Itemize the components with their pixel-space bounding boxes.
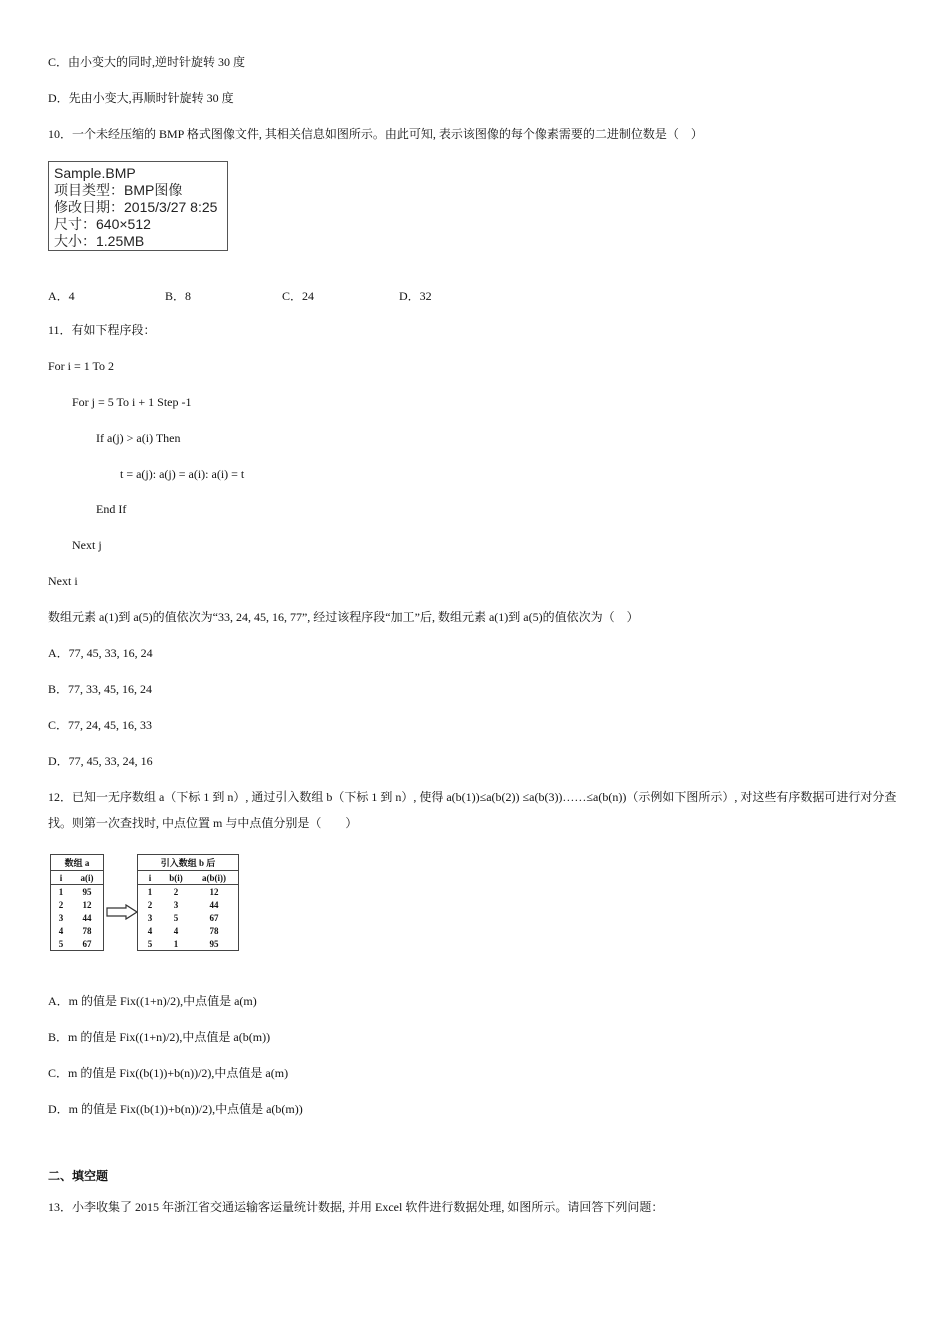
table-cell: 78 xyxy=(82,925,92,936)
table-cell: 1 xyxy=(147,886,153,897)
q12-option-d: D．m 的值是 Fix((b(1))+b(n))/2),中点值是 a(b(m)) xyxy=(48,1102,303,1116)
bmp-dimensions: 尺寸：640×512 xyxy=(54,216,151,232)
q12-stem-line-1: 12．已知一无序数组 a（下标 1 到 n）, 通过引入数组 b（下标 1 到 n）, 使得 a(b(1))≤a(b(2)) ≤a(b(3))……≤a(b(n))（示例如下图所示）, 对这些有序数据可进行对分查 xyxy=(48,790,897,804)
q11-option-b: B．77, 33, 45, 16, 24 xyxy=(48,682,153,696)
table-header: i xyxy=(51,871,72,885)
q11-option-d: D．77, 45, 33, 24, 16 xyxy=(48,754,153,768)
q12-stem-line-2: 找。则第一次查找时, 中点位置 m 与中点值分别是（ ） xyxy=(48,816,358,830)
section-heading-fill-in: 二、填空题 xyxy=(48,1169,109,1183)
code-line-6: Next j xyxy=(72,538,102,552)
array-a-caption: 数组 a xyxy=(51,855,104,871)
table-cell: 3 xyxy=(147,912,153,923)
table-row xyxy=(138,937,239,951)
bmp-date: 修改日期：2015/3/27 8:25 xyxy=(54,199,218,215)
q11-stem: 11．有如下程序段： xyxy=(48,323,156,337)
code-line-7: Next i xyxy=(48,574,78,588)
code-line-5: End If xyxy=(96,502,127,516)
table-row xyxy=(51,885,104,899)
table-row xyxy=(51,911,104,924)
table-row xyxy=(138,898,239,911)
table-cell: 2 xyxy=(147,899,153,910)
table-row xyxy=(51,924,104,937)
q13-stem: 13．小李收集了 2015 年浙江省交通运输客运量统计数据, 并用 Excel 软件进行数据处理, 如图所示。请回答下列问题： xyxy=(48,1200,664,1214)
q9-option-c: C．由小变大的同时,逆时针旋转 30 度 xyxy=(48,55,246,69)
right-arrow-icon xyxy=(106,904,138,920)
code-line-1: For i = 1 To 2 xyxy=(48,359,115,373)
q10-option-a: A．4 xyxy=(48,289,75,303)
bmp-filename: Sample.BMP xyxy=(54,165,136,181)
q12-option-a: A．m 的值是 Fix((1+n)/2),中点值是 a(m) xyxy=(48,994,257,1008)
table-cell: 95 xyxy=(82,886,92,897)
code-line-4: t = a(j): a(j) = a(i): a(i) = t xyxy=(120,467,245,481)
table-cell: 1 xyxy=(173,938,179,949)
table-row xyxy=(138,924,239,937)
table-cell: 95 xyxy=(209,938,219,949)
q11-option-a: A．77, 45, 33, 16, 24 xyxy=(48,646,153,660)
table-cell: 3 xyxy=(58,912,64,923)
table-cell: 5 xyxy=(147,938,153,949)
q12-option-b: B．m 的值是 Fix((1+n)/2),中点值是 a(b(m)) xyxy=(48,1030,271,1044)
table-row xyxy=(51,898,104,911)
code-line-3: If a(j) > a(i) Then xyxy=(96,431,181,445)
table-cell: 4 xyxy=(147,925,153,936)
table-cell: 44 xyxy=(82,912,92,923)
table-cell: 2 xyxy=(58,899,64,910)
table-row xyxy=(138,885,239,899)
table-cell: 4 xyxy=(173,925,179,936)
table-header: a(b(i)) xyxy=(190,871,239,885)
q11-option-c: C．77, 24, 45, 16, 33 xyxy=(48,718,153,732)
array-a-table xyxy=(50,854,104,951)
table-row xyxy=(51,937,104,951)
table-cell: 12 xyxy=(209,886,219,897)
q10-option-c: C．24 xyxy=(282,289,315,303)
table-cell: 2 xyxy=(173,886,179,897)
array-b-table xyxy=(137,854,239,951)
table-row xyxy=(138,911,239,924)
table-cell: 67 xyxy=(209,912,219,923)
table-cell: 5 xyxy=(58,938,64,949)
bmp-filesize: 大小：1.25MB xyxy=(54,233,145,249)
table-cell: 44 xyxy=(209,899,219,910)
table-cell: 5 xyxy=(173,912,179,923)
bmp-type: 项目类型：BMP图像 xyxy=(54,182,183,198)
q9-option-d: D．先由小变大,再顺时针旋转 30 度 xyxy=(48,91,234,105)
table-header: a(i) xyxy=(71,871,104,885)
bmp-info-box xyxy=(48,161,228,251)
table-cell: 78 xyxy=(209,925,219,936)
table-header: i xyxy=(138,871,163,885)
code-line-2: For j = 5 To i + 1 Step -1 xyxy=(72,395,192,409)
q10-option-d: D．32 xyxy=(399,289,432,303)
table-cell: 1 xyxy=(58,886,64,897)
q10-option-b: B．8 xyxy=(165,289,192,303)
table-cell: 4 xyxy=(58,925,64,936)
table-cell: 3 xyxy=(173,899,179,910)
table-header: b(i) xyxy=(162,871,190,885)
q10-stem: 10．一个未经压缩的 BMP 格式图像文件, 其相关信息如图所示。由此可知, 表示该图像的每个像素需要的二进制位数是（ ） xyxy=(48,127,703,141)
table-cell: 12 xyxy=(82,899,92,910)
q12-option-c: C．m 的值是 Fix((b(1))+b(n))/2),中点值是 a(m) xyxy=(48,1066,289,1080)
q11-question: 数组元素 a(1)到 a(5)的值依次为“33, 24, 45, 16, 77”, 经过该程序段“加工”后, 数组元素 a(1)到 a(5)的值依次为（ ） xyxy=(48,610,639,624)
table-cell: 67 xyxy=(82,938,92,949)
array-b-caption: 引入数组 b 后 xyxy=(138,855,239,871)
